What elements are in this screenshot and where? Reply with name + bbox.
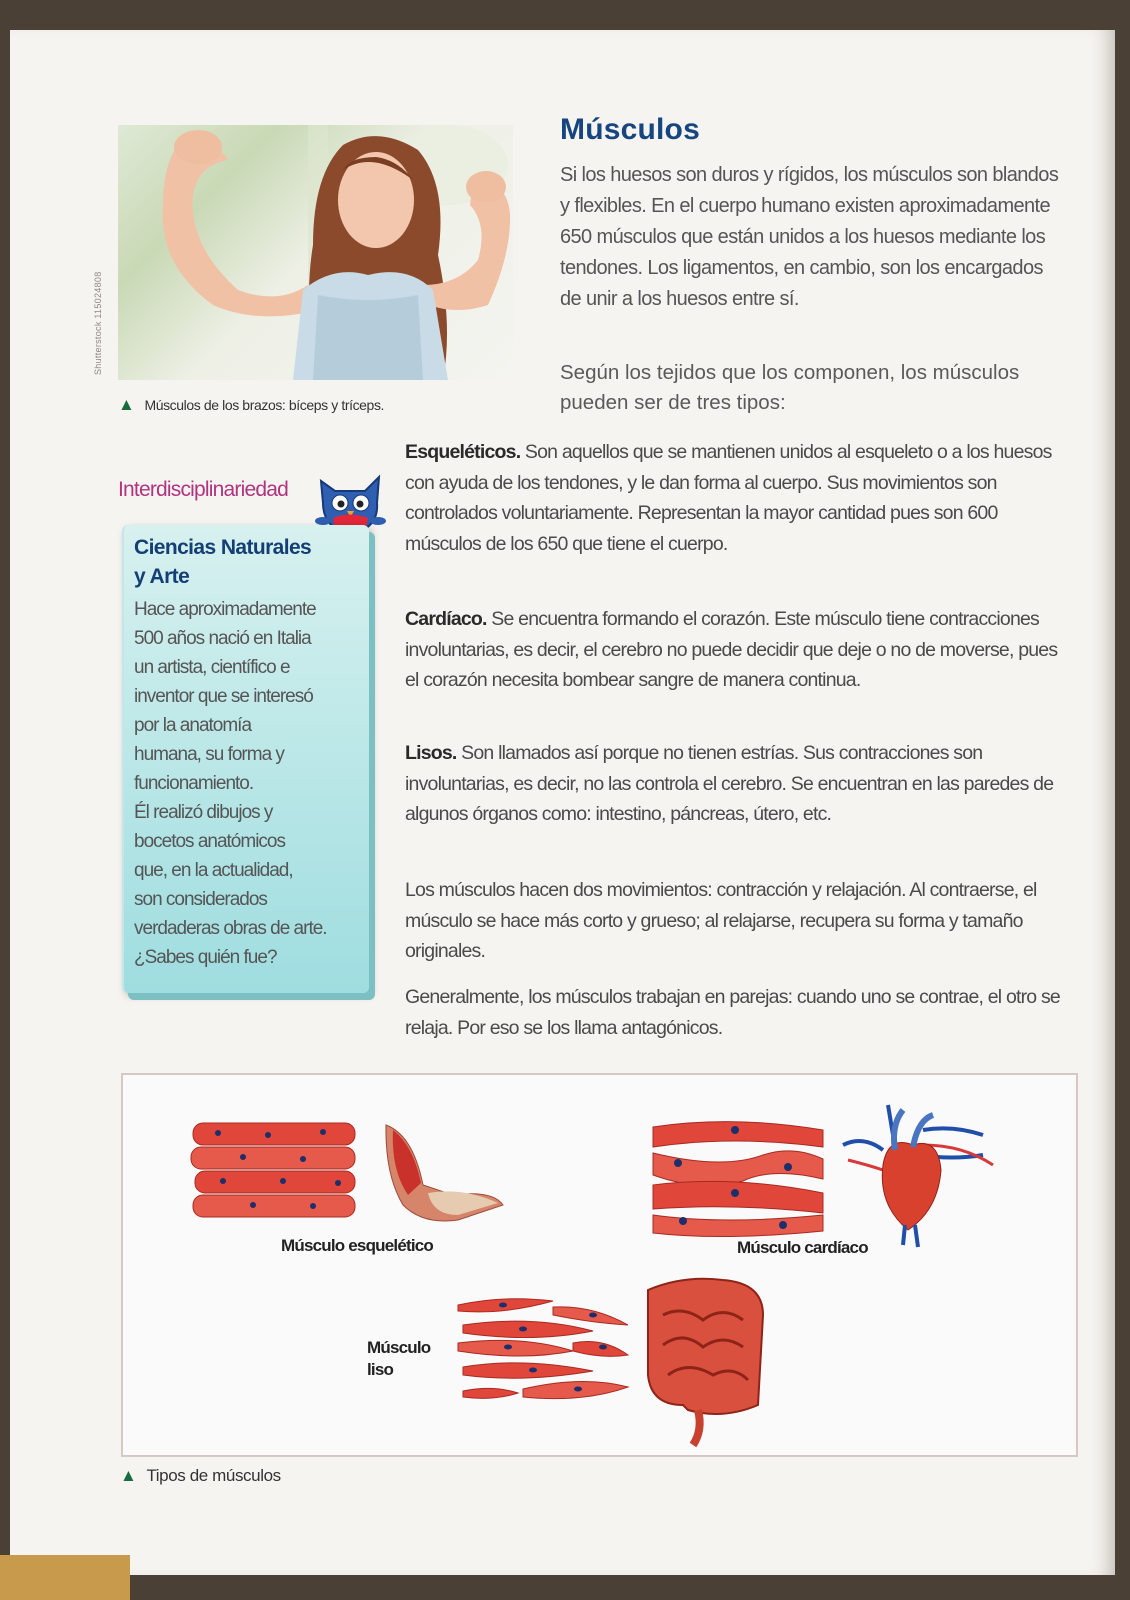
types-intro: Según los tejidos que los componen, los músculos pueden ser de tres tipos: bbox=[560, 361, 1020, 414]
box-title: Ciencias Naturales y Arte bbox=[134, 536, 312, 588]
cardiac-muscle-label: Músculo cardíaco bbox=[737, 1238, 868, 1257]
antagonist-paragraph: Generalmente, los músculos trabajan en parejas: cuando uno se contrae, el otro se relaja. Por eso se los llama antagónicos. bbox=[405, 986, 1060, 1039]
interdisciplinary-box bbox=[122, 525, 369, 993]
smooth-muscle-illustration bbox=[458, 1299, 628, 1399]
triangle-bullet-icon: ▲ bbox=[118, 395, 135, 414]
intro-paragraph: Si los huesos son duros y rígidos, los músculos son blandos y flexibles. En el cuerpo humano existen aproximadamente 650 músculos que están unidos a los huesos mediante los tendones. Los ligamentos, en cambio, son los encargados de unir a los huesos entre sí. bbox=[560, 164, 1059, 310]
page-title: Músculos bbox=[560, 113, 700, 146]
figure-caption: ▲ Tipos de músculos bbox=[120, 1466, 281, 1485]
smooth-muscle-label: Músculo liso bbox=[367, 1338, 431, 1379]
triangle-bullet-icon: ▲ bbox=[120, 1466, 137, 1485]
skeletal-muscle-illustration bbox=[191, 1123, 503, 1221]
movements-paragraph: Los músculos hacen dos movimientos: contracción y relajación. Al contraerse, el músculo se hace más corto y grueso; al relajarse, recupera su forma y tamaño originales. bbox=[405, 879, 1037, 962]
skeletal-muscle-label: Músculo esquelético bbox=[281, 1236, 434, 1255]
cardiac-muscle-illustration bbox=[653, 1122, 823, 1237]
girl-flexing-photo bbox=[118, 125, 513, 380]
photo-caption: ▲ Músculos de los brazos: bíceps y tríceps. bbox=[118, 395, 385, 414]
smooth-paragraph: Lisos. Son llamados así porque no tienen estrías. Sus contracciones son involuntarias, es decir, no las controla el cerebro. Se encuentran en las paredes de algunos órganos como: intestino, páncreas, útero, etc. bbox=[405, 742, 1054, 825]
table-edge bbox=[0, 1555, 130, 1600]
cardiac-paragraph: Cardíaco. Se encuentra formando el corazón. Este músculo tiene contracciones involuntarias, es decir, el cerebro no puede decidir que deje o no de moverse, pues el corazón necesita bombear sangre de manera continua. bbox=[405, 608, 1058, 691]
skeletal-paragraph: Esqueléticos. Son aquellos que se mantienen unidos al esqueleto o a los huesos con ayuda de los tendones, y le dan forma al cuerpo. Sus movimientos son controlados voluntariamente. Representan la mayor cantidad pues son 600 músculos de los 650 que tiene el cuerpo. bbox=[405, 441, 1052, 555]
box-text: Hace aproximadamente 500 años nació en Italia un artista, científico e inventor que se interesó por la anatomía humana, su forma y funcionamiento. Él realizó dibujos y bocetos anatómicos que, en la actualidad, son considerados verdaderas obras de arte. ¿Sabes quién fue? bbox=[134, 599, 327, 968]
muscle-types-figure bbox=[121, 1073, 1078, 1457]
interdisciplinary-label: Interdisciplinariedad bbox=[118, 478, 288, 501]
photo-credit: Shutterstock 115024808 bbox=[93, 271, 103, 375]
heart-illustration bbox=[843, 1105, 993, 1247]
intestine-illustration bbox=[648, 1279, 763, 1445]
